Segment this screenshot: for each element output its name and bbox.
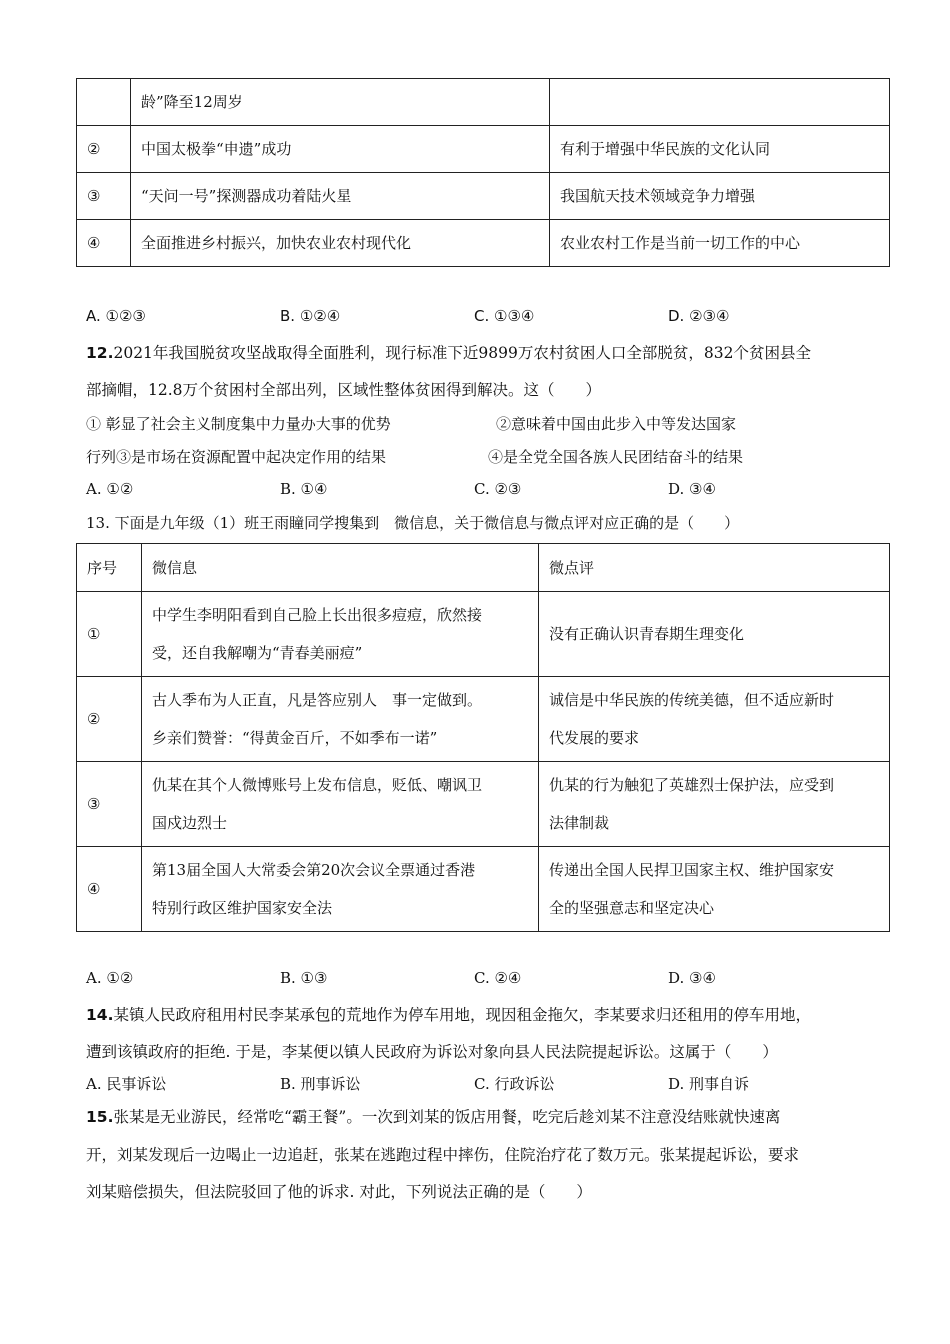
header-info: 微信息 bbox=[142, 544, 539, 592]
table-row bbox=[77, 762, 890, 847]
table-row bbox=[77, 847, 890, 932]
table-row bbox=[77, 592, 890, 677]
row-info: “天问一号”探测器成功着陆火星 bbox=[131, 173, 550, 220]
q13-option-c[interactable]: C. ②④ bbox=[474, 969, 522, 987]
row-info: 古人季布为人正直，凡是答应别人 事一定做到。 乡亲们赞誉：“得黄金百斤，不如季布一诺” bbox=[142, 677, 539, 762]
row-number: ④ bbox=[77, 220, 131, 267]
table-row bbox=[77, 220, 890, 267]
q14-option-c[interactable]: C. 行政诉讼 bbox=[474, 1075, 555, 1093]
table-q11 bbox=[76, 78, 890, 267]
q15-line3: 刘某赔偿损失，但法院驳回了他的诉求. 对此，下列说法正确的是（ ） bbox=[86, 1183, 592, 1201]
row-info: 中学生李明阳看到自己脸上长出很多痘痘，欣然接 受，还自我解嘲为“青春美丽痘” bbox=[142, 592, 539, 677]
row-info: 中国太极拳“申遗”成功 bbox=[131, 126, 550, 173]
q14-option-a[interactable]: A. 民事诉讼 bbox=[86, 1075, 167, 1093]
q13-option-d[interactable]: D. ③④ bbox=[668, 969, 716, 987]
header-number: 序号 bbox=[77, 544, 142, 592]
row-comment: 没有正确认识青春期生理变化 bbox=[539, 592, 890, 677]
q14-line2: 遭到该镇政府的拒绝. 于是，李某便以镇人民政府为诉讼对象向县人民法院提起诉讼。这属于（ ） bbox=[86, 1043, 778, 1061]
q12-statement-1: ① 彰显了社会主义制度集中力量办大事的优势 bbox=[86, 415, 391, 433]
q12-option-d[interactable]: D. ③④ bbox=[668, 480, 716, 498]
q11-option-c[interactable]: C. ①③④ bbox=[474, 307, 535, 325]
row-comment: 我国航天技术领域竞争力增强 bbox=[550, 173, 890, 220]
q12-statement-2: ②意味着中国由此步入中等发达国家 bbox=[496, 415, 737, 433]
table-row bbox=[77, 79, 890, 126]
row-number: ④ bbox=[77, 847, 142, 932]
row-info: 全面推进乡村振兴，加快农业农村现代化 bbox=[131, 220, 550, 267]
q15-line2: 开，刘某发现后一边喝止一边追赶，张某在逃跑过程中摔伤，住院治疗花了数万元。张某提起诉讼，要求 bbox=[86, 1146, 800, 1164]
q14-option-d[interactable]: D. 刑事自诉 bbox=[668, 1075, 750, 1093]
row-comment: 农业农村工作是当前一切工作的中心 bbox=[550, 220, 890, 267]
q11-option-a[interactable]: A. ①②③ bbox=[86, 307, 146, 325]
row-info: 龄”降至12周岁 bbox=[131, 79, 550, 126]
q14-option-b[interactable]: B. 刑事诉讼 bbox=[280, 1075, 361, 1093]
q12-number: 12. bbox=[86, 344, 114, 362]
q14-line1: 14.某镇人民政府租用村民李某承包的荒地作为停车用地，现因租金拖欠，李某要求归还租用的停车用地， bbox=[86, 1006, 811, 1024]
row-number bbox=[77, 79, 131, 126]
q12-option-c[interactable]: C. ②③ bbox=[474, 480, 522, 498]
table-row bbox=[77, 173, 890, 220]
row-number: ③ bbox=[77, 173, 131, 220]
row-comment: 仇某的行为触犯了英雄烈士保护法，应受到 法律制裁 bbox=[539, 762, 890, 847]
q11-option-d[interactable]: D. ②③④ bbox=[668, 307, 730, 325]
table-row bbox=[77, 126, 890, 173]
q13-option-b[interactable]: B. ①③ bbox=[280, 969, 328, 987]
q12-line1: 12.2021年我国脱贫攻坚战取得全面胜利，现行标准下近9899万农村贫困人口全部脱贫，832个贫困县全 bbox=[86, 344, 811, 362]
q15-line1: 15.张某是无业游民，经常吃“霸王餐”。一次到刘某的饭店用餐，吃完后趁刘某不注意没结账就快速离 bbox=[86, 1108, 781, 1126]
row-number: ② bbox=[77, 126, 131, 173]
q12-option-a[interactable]: A. ①② bbox=[86, 480, 134, 498]
q12-option-b[interactable]: B. ①④ bbox=[280, 480, 328, 498]
table-q13 bbox=[76, 543, 890, 932]
q12-statement-4: ④是全党全国各族人民团结奋斗的结果 bbox=[488, 448, 744, 466]
row-number: ③ bbox=[77, 762, 142, 847]
row-number: ② bbox=[77, 677, 142, 762]
row-info: 第13届全国人大常委会第20次会议全票通过香港 特别行政区维护国家安全法 bbox=[142, 847, 539, 932]
row-comment: 诚信是中华民族的传统美德，但不适应新时 代发展的要求 bbox=[539, 677, 890, 762]
q11-option-b[interactable]: B. ①②④ bbox=[280, 307, 341, 325]
row-info: 仇某在其个人微博账号上发布信息，贬低、嘲讽卫 国戍边烈士 bbox=[142, 762, 539, 847]
q14-number: 14. bbox=[86, 1006, 114, 1024]
row-comment: 传递出全国人民捍卫国家主权、维护国家安 全的坚强意志和坚定决心 bbox=[539, 847, 890, 932]
table-header-row bbox=[77, 544, 890, 592]
q13-stem: 13. 下面是九年级（1）班王雨瞳同学搜集到 微信息，关于微信息与微点评对应正确的是（ ） bbox=[86, 514, 740, 532]
table-row bbox=[77, 677, 890, 762]
row-comment: 有利于增强中华民族的文化认同 bbox=[550, 126, 890, 173]
q13-option-a[interactable]: A. ①② bbox=[86, 969, 134, 987]
q15-number: 15. bbox=[86, 1108, 114, 1126]
q12-statement-3: 行列③是市场在资源配置中起决定作用的结果 bbox=[86, 448, 387, 466]
row-number: ① bbox=[77, 592, 142, 677]
header-comment: 微点评 bbox=[539, 544, 890, 592]
row-comment bbox=[550, 79, 890, 126]
q12-line2: 部摘帽，12.8万个贫困村全部出列，区域性整体贫困得到解决。这（ ） bbox=[86, 381, 602, 399]
